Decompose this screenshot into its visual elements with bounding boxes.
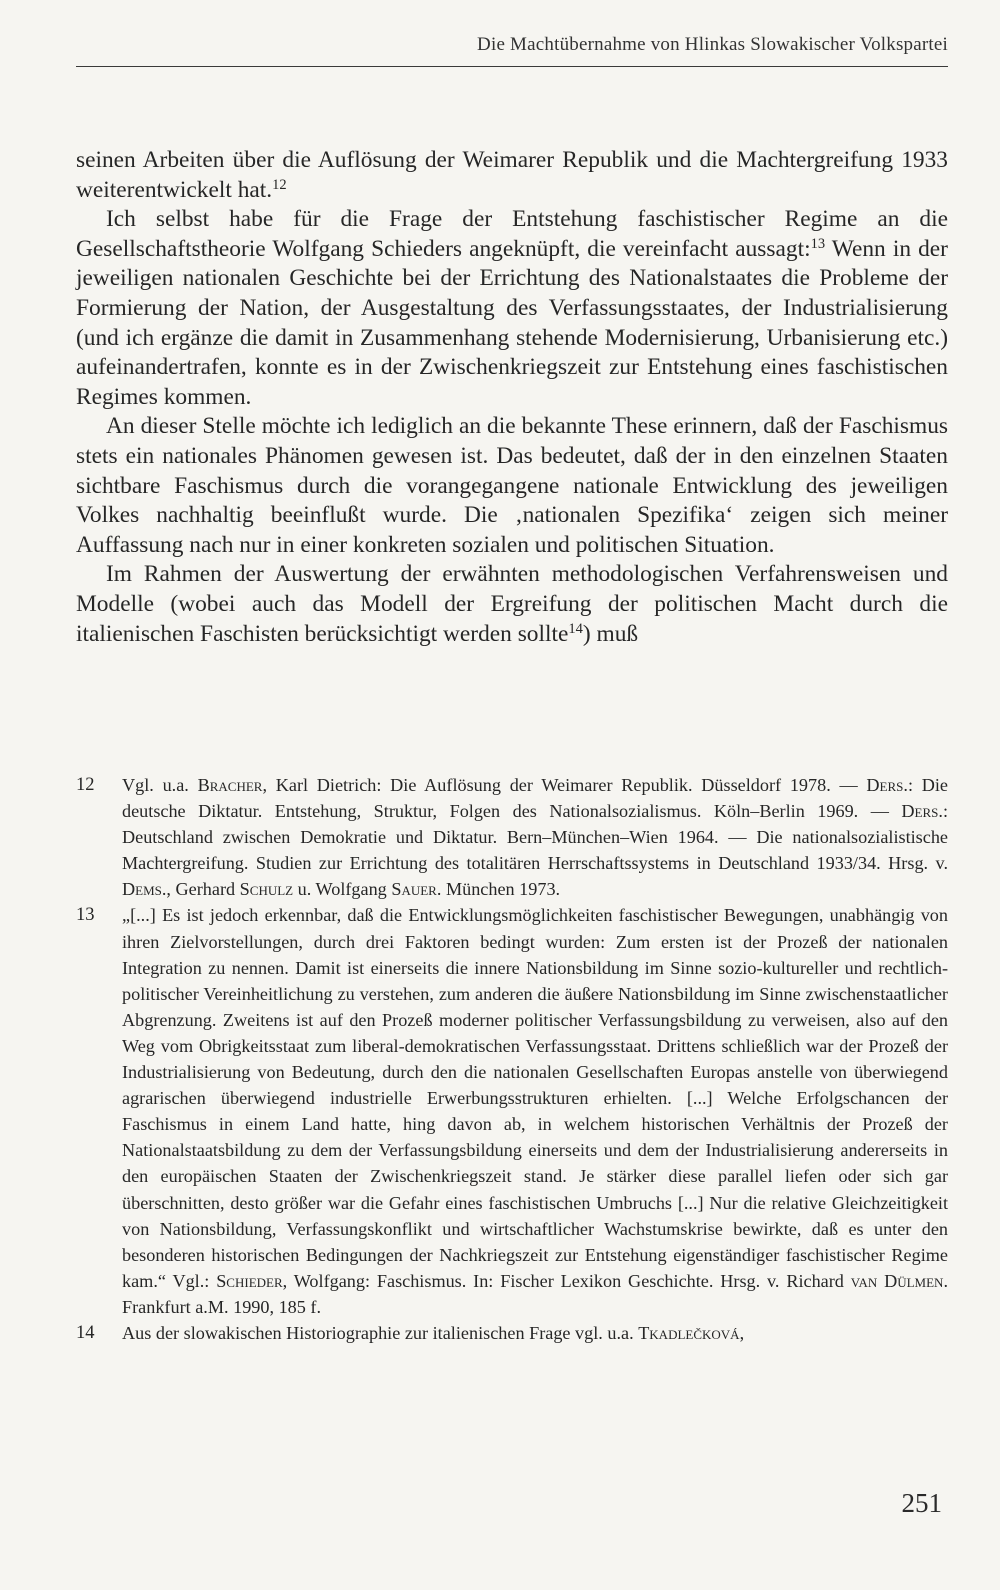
footnote-14-part-2: , [739,1322,745,1343]
footnote-12 [76,772,948,902]
footnote-number: 14 [76,1322,95,1343]
footnote-text [122,902,948,1320]
footnote-number: 13 [76,905,95,926]
author-name: Ders. [866,775,908,795]
page-number: 251 [901,1488,942,1518]
author-name: Sauer [391,879,437,900]
paragraph-4-tail: ) muß [582,620,639,647]
footnote-ref-12: 12 [272,176,287,193]
header-rule [76,66,948,67]
author-name: Dems. [122,879,167,900]
paragraph-2-text-a: Ich selbst habe für die Frage der Entstehung faschistischer Regime an die Gesellschaftstheorie Wolfgang Schieders angeknüpft, die vereinfacht aussagt: [76,206,948,262]
paragraph-2 [76,205,948,412]
footnote-12-part-1: Vgl. u.a. [122,775,198,795]
footnote-14 [76,1320,948,1346]
paragraph-3-text: An dieser Stelle möchte ich lediglich an die bekannte These erinnern, daß der Faschismus stets ein nationales Phänomen gewesen ist. Das bedeutet, daß der in den einzelnen Staaten sichtbare Faschismus durch die vorangegangene nationale Entwicklung des jeweiligen Volkes nachhaltig beeinflußt wurde. Die ‚nationalen Spezifika‘ zeigen sich meiner Auffassung nach nur in einer konkreten sozialen und politischen Situation. [76,413,948,558]
paragraph-1-text: seinen Arbeiten über die Auflösung der Weimarer Republik und die Machtergreifung 1933 weiterentwickelt hat. [76,147,948,203]
running-header: Die Machtübernahme von Hlinkas Slowakischer Volkspartei [477,34,948,55]
footnote-13 [76,902,948,1320]
footnote-12-part-5: , Gerhard [166,879,240,900]
paragraph-2-text-b: Wenn in der jeweiligen nationalen Geschichte bei der Errichtung des Nationalstaates die Probleme der Formierung der Nation, der Ausgestaltung des Verfassungsstaates, der Industrialisierung (und ich ergänze die damit in Zusammenhang stehende Modernisierung, Urbanisierung etc.) aufeinandertrafen, konnte es in der Zwischenkriegszeit zur Entstehung eines faschistischen Regimes kommen. [76,235,948,410]
footnote-14-part-1: Aus der slowakischen Historiographie zur italienischen Frage vgl. u.a. [122,1322,639,1343]
author-name: Schulz [239,879,294,900]
paragraph-4-text: Im Rahmen der Auswertung der erwähnten methodologischen Verfahrensweisen und Modelle (wobei auch das Modell der Ergreifung der politischen Macht durch die italienischen Faschisten berücksichtigt werden sollte [76,561,948,647]
footnote-13-part-2: , Wolfgang: Faschismus. In: Fischer Lexikon Geschichte. Hrsg. v. Richard [282,1270,851,1291]
footnote-number: 12 [76,775,95,795]
footnote-12-part-3: : Die deutsche Diktatur. Entstehung, Struktur, Folgen des Nationalsozialismus. Köln–Berlin 1969. — [122,775,948,822]
footnote-ref-14: 14 [568,620,583,637]
footnote-12-part-4: : Deutschland zwischen Demokratie und Diktatur. Bern–München–Wien 1964. — Die nationalsozialistische Machtergreifung. Studien zur Errichtung des totalitären Herrschaftssystems in Deutschland 1933/34. Hrsg. v. [122,801,948,874]
footnote-12-part-7: . München 1973. [436,879,561,900]
paragraph-1 [76,146,948,205]
paragraph-4 [76,560,948,649]
author-name: Bracher [197,775,263,795]
main-text [76,146,948,649]
author-name: van Dülmen [850,1270,944,1291]
footnote-13-part-1: „[...] Es ist jedoch erkennbar, daß die Entwicklungsmöglichkeiten faschistischer Bewegungen, unabhängig von ihren Zielvorstellungen, durch drei Faktoren bedingt wurden: Zum ersten ist der Prozeß der nationalen Integration zu nennen. Damit ist einerseits die innere Nationsbildung im Sinne sozio-kultureller und rechtlich-politischer Vereinheitlichung zu verstehen, zum anderen die äußere Nationsbildung im Sinne zwischenstaatlicher Abgrenzung. Zweitens ist auf den Prozeß moderner politischer Verfassungsbildung zu verweisen, also auf den Weg vom Obrigkeitsstaat zum liberal-demokratischen Verfassungsstaat. Drittens schließlich war der Prozeß der Industrialisierung von Bedeutung, durch den die nationalen Gesellschaften Europas anstelle von überwiegend agrarischen überwiegend industrielle Erwerbungsstrukturen erhielten. [...] Welche Erfolgschancen der Faschismus in einem Land hatte, hing davon ab, in welchem historischen Verhältnis der Prozeß der Nationalstaatsbildung zu dem der Verfassungsbildung einerseits und dem der Industrialisierung andererseits in den europäischen Staaten der Zwischenkriegszeit stand. Je stärker diese parallel liefen oder sich gar überschnitten, desto größer war die Gefahr eines faschistischen Umbruchs [...] Nur die relative Gleichzeitigkeit von Nationsbildung, Verfassungskonflikt und wirtschaftlicher Wachstumskrise bewirkte, daß es unter den besonderen historischen Bedingungen der Nachkriegszeit zur Entstehung eigenständiger faschistischer Regime kam.“ Vgl.: [122,905,948,1291]
author-name: Schieder [216,1270,283,1291]
footnote-text [122,772,948,902]
footnote-12-part-6: u. Wolfgang [293,879,392,900]
paragraph-3 [76,412,948,560]
footnote-12-part-2: , Karl Dietrich: Die Auflösung der Weimarer Republik. Düsseldorf 1978. — [262,775,867,795]
author-name: Tkadlečková [638,1322,740,1343]
footnote-ref-13: 13 [810,235,826,252]
footnotes [76,772,948,1346]
footnote-text [122,1320,948,1346]
footnote-13-part-3: . Frankfurt a.M. 1990, 185 f. [122,1270,948,1317]
author-name: Ders. [901,801,943,822]
